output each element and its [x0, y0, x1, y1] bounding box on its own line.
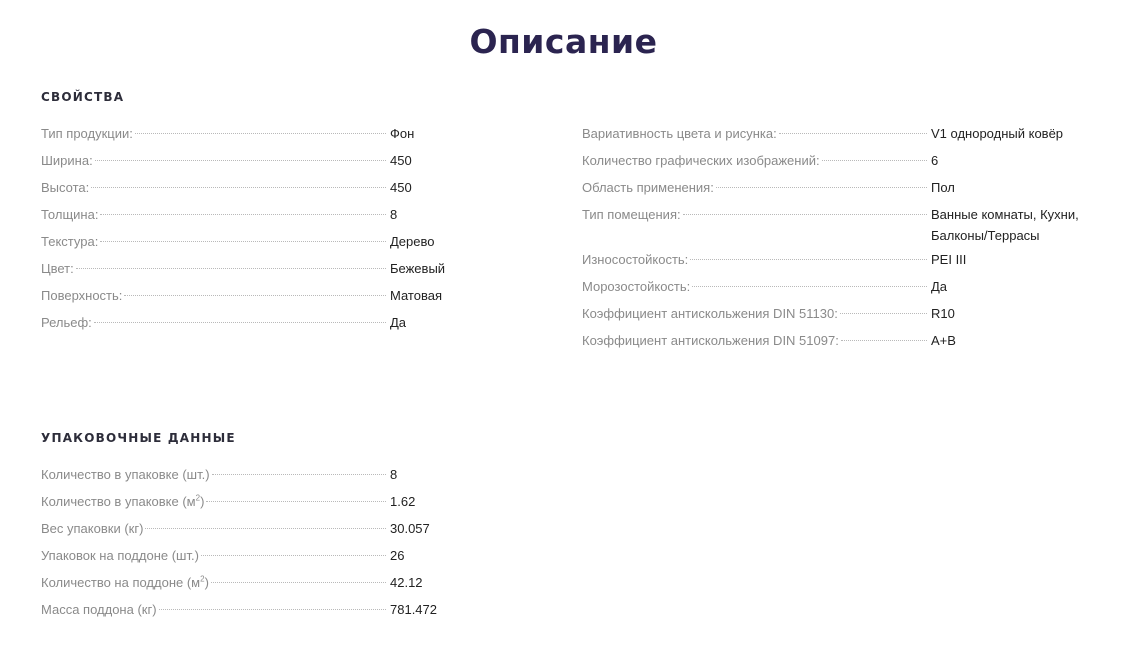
packaging-list: [41, 461, 451, 623]
dot-leader: [841, 340, 927, 341]
packaging-row: [41, 569, 451, 596]
superscript: 2: [200, 574, 205, 584]
packaging-row: [41, 461, 451, 488]
packaging-value: 42.12: [390, 575, 423, 590]
property-label: Вариативность цвета и рисунка:: [582, 126, 777, 141]
property-label: Морозостойкость:: [582, 279, 691, 294]
property-value: Дерево: [390, 234, 435, 249]
dot-leader: [211, 582, 386, 583]
dot-leader: [692, 286, 927, 287]
packaging-label-text: Количество в упаковке (м: [41, 494, 196, 509]
dot-leader: [690, 259, 927, 260]
dot-leader: [206, 501, 386, 502]
property-row: [582, 201, 1092, 246]
property-label: Тип помещения:: [582, 207, 681, 222]
dot-leader: [124, 295, 386, 296]
property-row: [582, 327, 1092, 354]
property-value: Фон: [390, 126, 415, 141]
packaging-label-end: ): [200, 494, 205, 509]
property-value: Бежевый: [390, 261, 446, 276]
packaging-heading: УПАКОВОЧНЫЕ ДАННЫЕ: [41, 431, 236, 445]
property-row: [41, 120, 451, 147]
property-row: [41, 147, 451, 174]
property-label: Поверхность:: [41, 288, 123, 303]
dot-leader: [76, 268, 386, 269]
property-value: PEI III: [931, 252, 967, 267]
dot-leader: [201, 555, 386, 556]
property-row: [582, 174, 1092, 201]
property-label: Коэффициент антискольжения DIN 51097:: [582, 333, 839, 348]
dot-leader: [100, 241, 386, 242]
property-row: [41, 282, 451, 309]
dot-leader: [212, 474, 386, 475]
property-row: [582, 300, 1092, 327]
property-row: [41, 174, 451, 201]
property-label: Толщина:: [41, 207, 99, 222]
packaging-label: [41, 488, 204, 515]
packaging-label-end: ): [204, 575, 209, 590]
property-row: [582, 147, 1092, 174]
dot-leader: [135, 133, 386, 134]
packaging-label-text: Количество на поддоне (м: [41, 575, 201, 590]
dot-leader: [716, 187, 927, 188]
packaging-label: Количество в упаковке (шт.): [41, 467, 210, 482]
property-row: [582, 120, 1092, 147]
page-title: Описание: [469, 22, 658, 61]
property-label: Износостойкость:: [582, 252, 689, 267]
packaging-value: 30.057: [390, 521, 430, 536]
packaging-label: Вес упаковки (кг): [41, 521, 144, 536]
property-value: 450: [390, 153, 412, 168]
property-value: Матовая: [390, 288, 442, 303]
property-row: [41, 309, 451, 336]
property-value: 450: [390, 180, 412, 195]
packaging-value: 1.62: [390, 494, 416, 509]
packaging-value: 8: [390, 467, 398, 482]
dot-leader: [94, 322, 386, 323]
dot-leader: [822, 160, 927, 161]
property-value: V1 однородный ковёр: [931, 126, 1064, 141]
property-label: Область применения:: [582, 180, 714, 195]
dot-leader: [95, 160, 386, 161]
packaging-row: [41, 515, 451, 542]
property-value: 6: [931, 153, 939, 168]
superscript: 2: [195, 493, 201, 503]
property-label: Текстура:: [41, 234, 99, 249]
property-label: Рельеф:: [41, 315, 92, 330]
property-label: Коэффициент антискольжения DIN 51130:: [582, 306, 838, 321]
property-value: Да: [390, 315, 407, 330]
property-label: Ширина:: [41, 153, 93, 168]
property-row: [41, 228, 451, 255]
property-row: [582, 273, 1092, 300]
packaging-label: Масса поддона (кг): [41, 602, 157, 617]
packaging-value: 781.472: [390, 602, 437, 617]
property-value: 8: [390, 207, 398, 222]
packaging-value: 26: [390, 548, 405, 563]
property-value: Ванные комнаты, Кухни, Балконы/Террасы: [931, 207, 1079, 243]
dot-leader: [91, 187, 386, 188]
property-row: [41, 255, 451, 282]
dot-leader: [779, 133, 927, 134]
property-value: Пол: [931, 180, 955, 195]
property-row: [582, 246, 1092, 273]
properties-right-list: [582, 120, 1092, 354]
packaging-label: [41, 569, 209, 596]
dot-leader: [840, 313, 927, 314]
property-label: Количество графических изображений:: [582, 153, 820, 168]
property-label: Цвет:: [41, 261, 74, 276]
properties-left-list: [41, 120, 451, 336]
property-value: Да: [931, 279, 948, 294]
packaging-row: [41, 488, 451, 515]
packaging-label: Упаковок на поддоне (шт.): [41, 548, 199, 563]
packaging-row: [41, 596, 451, 623]
property-value: A+B: [931, 333, 956, 348]
dot-leader: [683, 214, 927, 215]
properties-heading: СВОЙСТВА: [41, 90, 125, 104]
dot-leader: [145, 528, 386, 529]
dot-leader: [159, 609, 386, 610]
dot-leader: [100, 214, 386, 215]
property-value: R10: [931, 306, 955, 321]
property-label: Тип продукции:: [41, 126, 133, 141]
property-row: [41, 201, 451, 228]
packaging-row: [41, 542, 451, 569]
property-label: Высота:: [41, 180, 90, 195]
